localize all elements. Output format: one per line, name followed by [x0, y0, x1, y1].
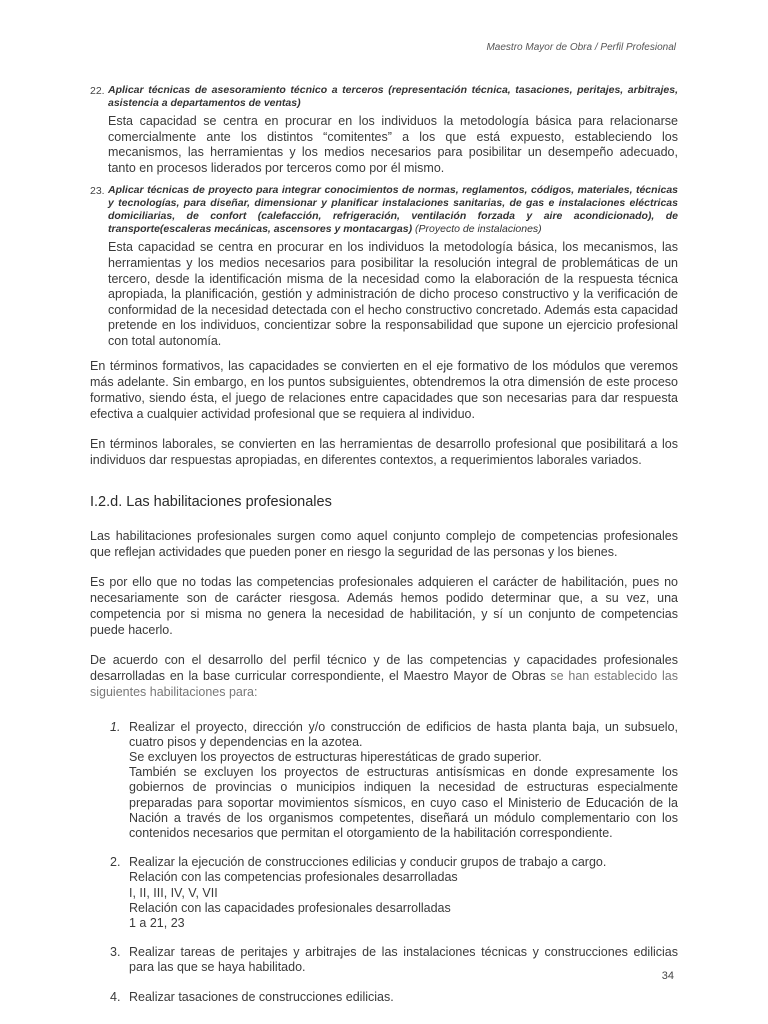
capacity-title-text: Aplicar técnicas de proyecto para integrar conocimientos de normas, reglamentos, códigos, materiales, técnicas y tecnologías, para diseñar, dimensionar y planificar instalaciones sanitarias, de gas e instalaciones eléctricas domiciliarias, de confort (calefacción, refrigeración, ventilación forzada y aire acondicionado), de transporte(escaleras mecánicas, ascensores y montacargas): [108, 184, 678, 236]
capacity-title: [108, 184, 678, 236]
list-line: 1 a 21, 23: [129, 915, 185, 930]
list-number: 4.: [110, 989, 121, 1004]
habilitacion-item: [90, 720, 678, 842]
habilitaciones-list: [90, 720, 678, 1005]
list-line: Realizar tasaciones de construcciones edilicias.: [129, 989, 394, 1004]
list-line: Se excluyen los proyectos de estructuras hiperestáticas de grado superior.: [129, 749, 542, 764]
list-line: También se excluyen los proyectos de estructuras antisísmicas en donde expresamente los gobiernos de provincias o municipios indiquen la necesidad de estructuras especialmente preparadas para soportar movimientos sísmicos, en cuyo caso el Ministerio de Educación de la Nación a través de los organismos competentes, diseñará un módulo complementario con los contenidos necesarios que permitan el otorgamiento de la habilitación correspondiente.: [129, 765, 678, 840]
habilitacion-item: [90, 855, 678, 931]
section-paragraph-1: Las habilitaciones profesionales surgen como aquel conjunto complejo de competencias profesionales que reflejan actividades que pueden poner en riesgo la seguridad de las personas y los bienes.: [90, 528, 678, 559]
capacity-item-22: [90, 84, 678, 176]
page-number: 34: [661, 970, 674, 982]
capacity-title-aside: (Proyecto de instalaciones): [415, 223, 542, 236]
capacity-body: Esta capacidad se centra en procurar en los individuos la metodología básica, los mecanismos, las herramientas y los medios necesarios para posibilitar la resolución integral de problemáticas de un tercero, desde la identificación misma de la necesidad como la elaboración de la respuesta técnica apropiada, la planificación, gestión y administración de dicho proceso constructivo y la verificación de conformidad de la necesidad detectada con el hecho constructivo concretado. Además esta capacidad pretende en los individuos, concientizar sobre la responsabilidad que supone un ejercicio profesional con total autonomía.: [108, 240, 678, 348]
list-line: Relación con las competencias profesionales desarrolladas: [129, 870, 458, 885]
capacity-number: 22.: [90, 85, 105, 97]
list-line: Realizar el proyecto, dirección y/o construcción de edificios de hasta planta baja, un subsuelo, cuatro pisos y dependencias en la azotea.: [129, 719, 678, 749]
list-line: Realizar tareas de peritajes y arbitrajes de las instalaciones técnicas y construcciones edilicias para las que se haya habilitado.: [129, 945, 678, 975]
running-header: Maestro Mayor de Obra / Perfil Profesional: [486, 42, 676, 53]
section-paragraph-3-highlight: se han establecido las siguientes habilitaciones para:: [90, 668, 678, 699]
section-heading: I.2.d. Las habilitaciones profesionales: [90, 493, 332, 510]
section-paragraph-3: [90, 652, 678, 700]
list-number: 2.: [110, 855, 121, 870]
section-paragraph-3-main: De acuerdo con el desarrollo del perfil técnico y de las competencias y capacidades profesionales desarrolladas en la base curricular correspondiente, el Maestro Mayor de Obras: [90, 652, 678, 683]
habilitacion-item: [90, 945, 678, 975]
page-content: [90, 84, 678, 1019]
list-line: Realizar la ejecución de construcciones edilicias y conducir grupos de trabajo a cargo.: [129, 855, 607, 870]
paragraph-laborales: En términos laborales, se convierten en las herramientas de desarrollo profesional que posibilitará a los individuos dar respuestas apropiadas, en diferentes contextos, a requerimientos laborales variados.: [90, 436, 678, 467]
section-paragraph-2: Es por ello que no todas las competencias profesionales adquieren el carácter de habilitación, pues no necesariamente son de carácter riesgosa. Además hemos podido determinar que, a su vez, una competencia por si misma no genera la necesidad de habilitación, y sí un conjunto de competencias puede hacerlo.: [90, 574, 678, 637]
list-line: Relación con las capacidades profesionales desarrolladas: [129, 900, 451, 915]
paragraph-formativos: En términos formativos, las capacidades se convierten en el eje formativo de los módulos que veremos más adelante. Sin embargo, en los puntos subsiguientes, obtendremos la otra dimensión de este proceso formativo, siendo ésta, el juego de relaciones entre capacidades que son necesarias para dar respuesta efectiva a cualquier actividad profesional que se requiera al individuo.: [90, 358, 678, 421]
list-line: I, II, III, IV, V, VII: [129, 885, 218, 900]
capacity-item-23: [90, 184, 678, 349]
capacity-title: Aplicar técnicas de asesoramiento técnico a terceros (representación técnica, tasaciones, peritajes, arbitrajes, asistencia a departamentos de ventas): [108, 84, 678, 109]
capacity-body: Esta capacidad se centra en procurar en los individuos la metodología básica para relacionarse comercialmente ante los distintos “comitentes” a los que está expuesto, estableciendo los mecanismos, las herramientas y los medios necesarios para posibilitar un desempeño adecuado, tanto en procesos liderados por terceros como por él mismo.: [108, 114, 678, 175]
habilitacion-item: [90, 990, 678, 1005]
list-number: 3.: [110, 945, 121, 960]
capacity-number: 23.: [90, 185, 105, 198]
list-number: 1.: [110, 719, 121, 734]
